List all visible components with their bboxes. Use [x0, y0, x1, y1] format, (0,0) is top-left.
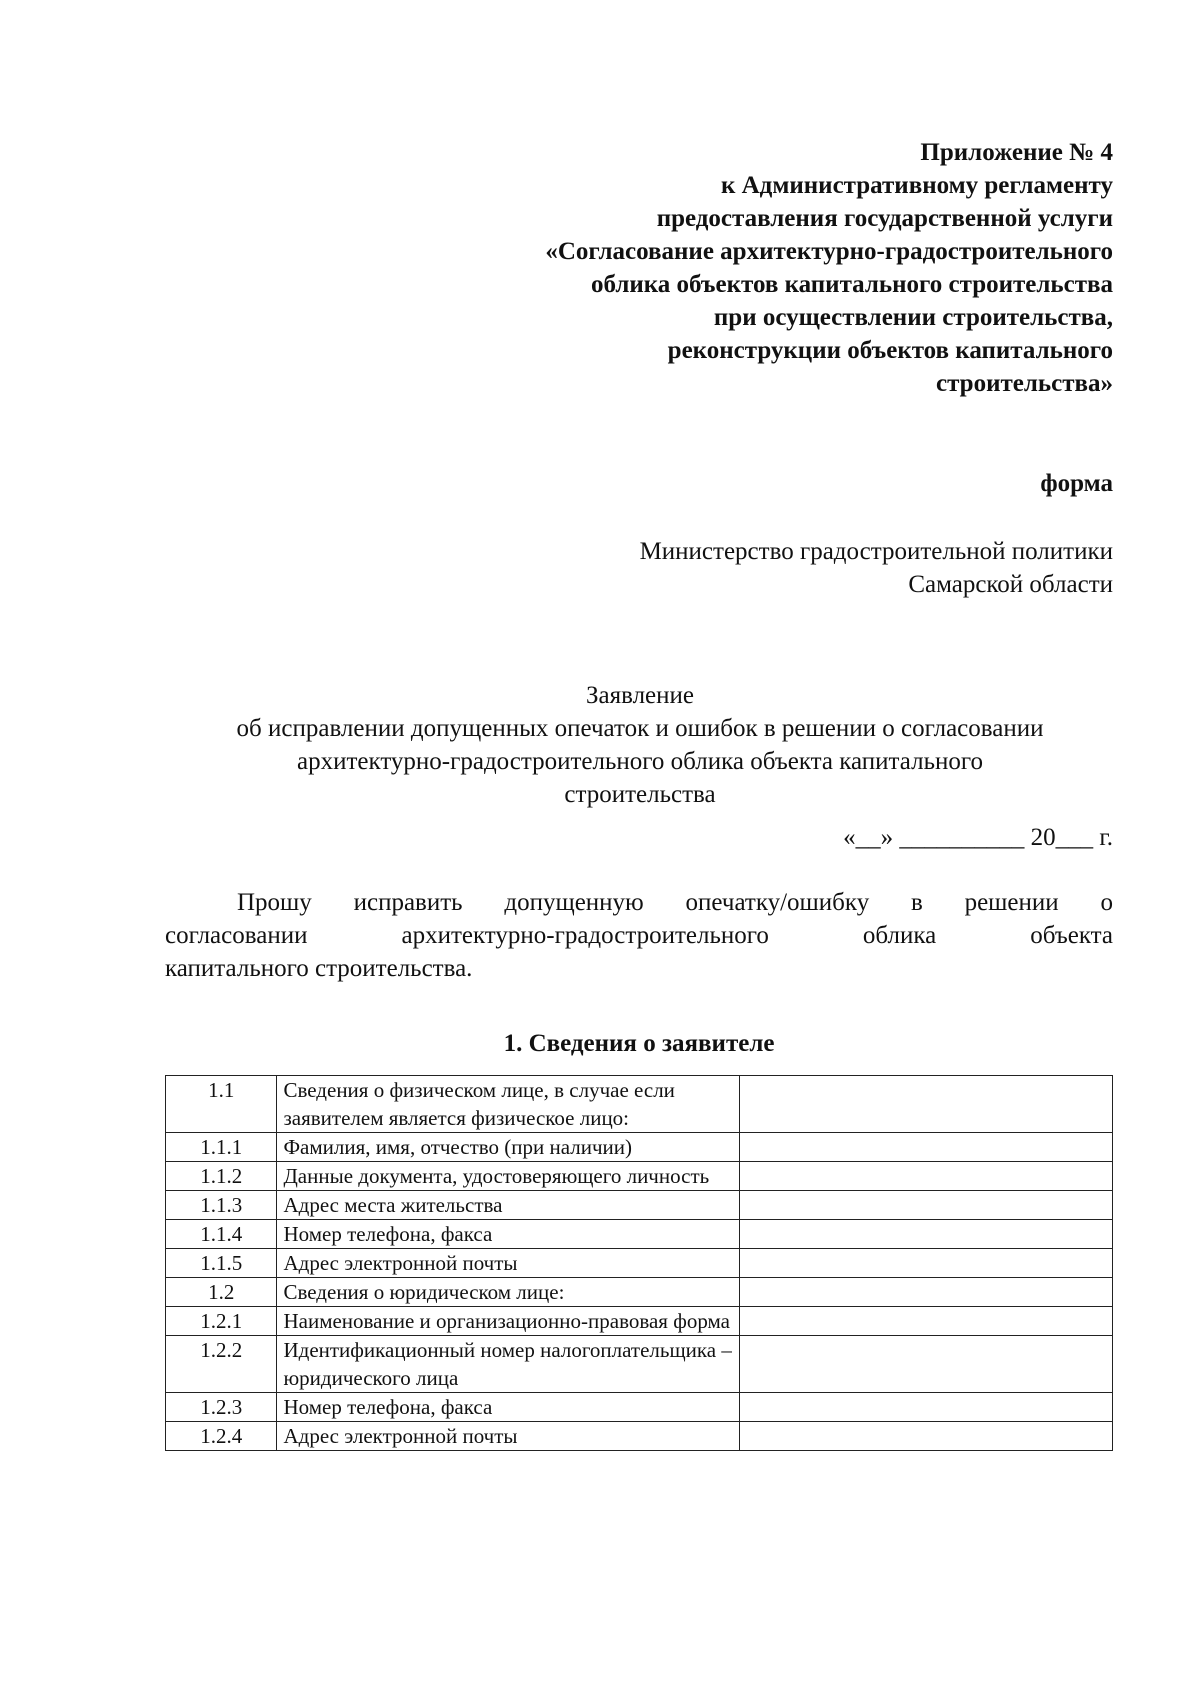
ministry-addressee: [640, 535, 1113, 601]
row-value-cell[interactable]: [740, 1191, 1113, 1220]
table-row: [166, 1076, 1113, 1133]
row-value-cell[interactable]: [740, 1422, 1113, 1451]
appendix-line: Приложение № 4: [920, 139, 1113, 166]
row-label: Сведения о юридическом лице:: [277, 1278, 740, 1307]
statement-title: [150, 679, 1130, 811]
appendix-line: к Административному регламенту: [720, 172, 1113, 199]
statement-title-line: об исправлении допущенных опечаток и ошибок в решении о согласовании: [236, 715, 1044, 742]
statement-title-line: архитектурно-градостроительного облика объекта капитального: [297, 748, 983, 775]
appendix-line: строительства»: [936, 370, 1113, 397]
table-row: [166, 1191, 1113, 1220]
row-label: Данные документа, удостоверяющего личность: [277, 1162, 740, 1191]
request-line: [165, 919, 1113, 952]
appendix-line: реконструкции объектов капитального: [667, 337, 1113, 364]
row-value-cell[interactable]: [740, 1336, 1113, 1393]
table-row: [166, 1162, 1113, 1191]
form-label: форма: [1040, 470, 1113, 497]
row-value-cell[interactable]: [740, 1220, 1113, 1249]
row-label: Наименование и организационно-правовая форма: [277, 1307, 740, 1336]
row-number: 1.1.5: [166, 1249, 277, 1278]
row-label: Фамилия, имя, отчество (при наличии): [277, 1133, 740, 1162]
request-word: допущенную: [504, 889, 644, 916]
appendix-line: при осуществлении строительства,: [713, 304, 1113, 331]
row-number: 1.2.2: [166, 1336, 277, 1393]
row-label: Адрес электронной почты: [277, 1249, 740, 1278]
table-row: [166, 1393, 1113, 1422]
row-number: 1.1: [166, 1076, 277, 1133]
appendix-line: предоставления государственной услуги: [656, 205, 1113, 232]
row-number: 1.1.2: [166, 1162, 277, 1191]
applicant-info-table: [165, 1075, 1113, 1451]
request-word: согласовании: [165, 922, 308, 949]
request-word: в: [910, 889, 923, 916]
request-word: объекта: [1030, 922, 1113, 949]
ministry-line: Министерство градостроительной политики: [639, 538, 1113, 565]
request-word: решении: [964, 889, 1059, 916]
row-label: Номер телефона, факса: [277, 1220, 740, 1249]
statement-title-line: строительства: [564, 781, 716, 808]
row-value-cell[interactable]: [740, 1278, 1113, 1307]
table-row: [166, 1220, 1113, 1249]
table-row: [166, 1278, 1113, 1307]
row-number: 1.2.3: [166, 1393, 277, 1422]
row-number: 1.1.3: [166, 1191, 277, 1220]
row-label: Идентификационный номер налогоплательщика – юридического лица: [277, 1336, 740, 1393]
row-value-cell[interactable]: [740, 1133, 1113, 1162]
date-field[interactable]: «__» __________ 20___ г.: [843, 824, 1113, 851]
request-line: капитального строительства.: [165, 955, 473, 982]
row-value-cell[interactable]: [740, 1393, 1113, 1422]
table-row: [166, 1133, 1113, 1162]
request-word: Прошу: [237, 889, 312, 916]
request-line: [165, 886, 1113, 919]
row-number: 1.1.1: [166, 1133, 277, 1162]
request-word: исправить: [353, 889, 463, 916]
row-label: Адрес электронной почты: [277, 1422, 740, 1451]
request-word: облика: [862, 922, 937, 949]
request-word: архитектурно-градостроительного: [401, 922, 769, 949]
table-row: [166, 1336, 1113, 1393]
request-paragraph: [165, 886, 1113, 985]
section-title: 1. Сведения о заявителе: [503, 1030, 775, 1057]
row-label: Адрес места жительства: [277, 1191, 740, 1220]
appendix-header: [353, 136, 1113, 400]
statement-title-line: Заявление: [585, 682, 695, 709]
row-value-cell[interactable]: [740, 1249, 1113, 1278]
ministry-line: Самарской области: [908, 571, 1113, 598]
row-label: Номер телефона, факса: [277, 1393, 740, 1422]
row-value-cell[interactable]: [740, 1076, 1113, 1133]
row-number: 1.2.1: [166, 1307, 277, 1336]
row-number: 1.1.4: [166, 1220, 277, 1249]
row-number: 1.2: [166, 1278, 277, 1307]
row-label: Сведения о физическом лице, в случае если заявителем является физическое лицо:: [277, 1076, 740, 1133]
table-row: [166, 1249, 1113, 1278]
table-row: [166, 1422, 1113, 1451]
request-word: опечатку/ошибку: [685, 889, 870, 916]
table-row: [166, 1307, 1113, 1336]
row-number: 1.2.4: [166, 1422, 277, 1451]
appendix-line: «Согласование архитектурно-градостроительного: [545, 238, 1113, 265]
request-word: о: [1100, 889, 1113, 916]
row-value-cell[interactable]: [740, 1307, 1113, 1336]
appendix-line: облика объектов капитального строительства: [590, 271, 1113, 298]
row-value-cell[interactable]: [740, 1162, 1113, 1191]
